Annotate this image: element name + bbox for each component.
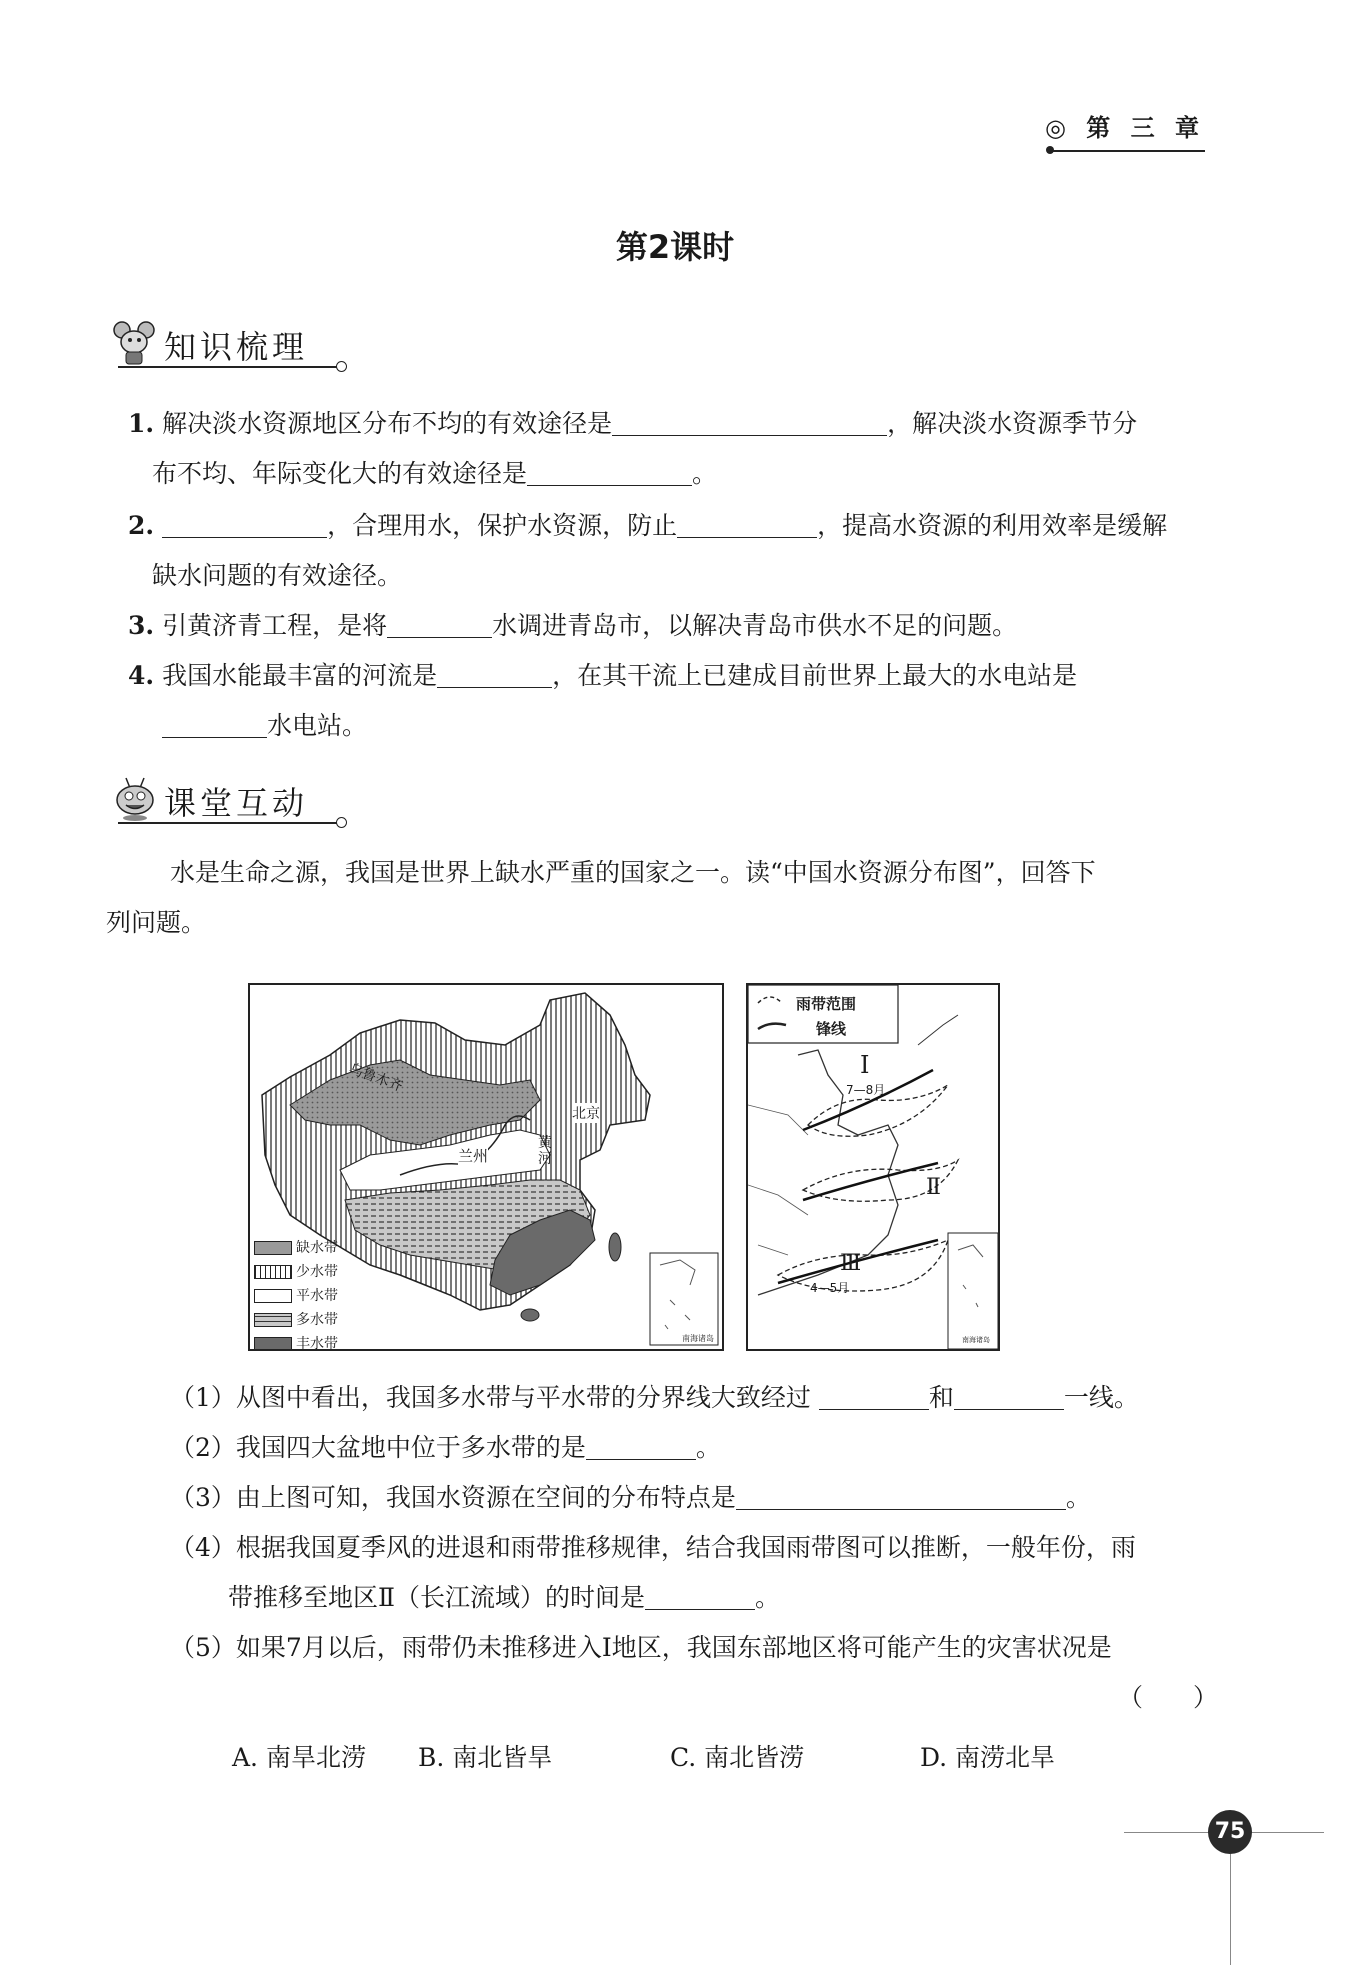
section-knowledge-title: 知识梳理: [164, 328, 309, 366]
section-rule-ring: [336, 817, 347, 828]
bug-mascot-icon: [112, 774, 160, 822]
q-text: 。: [1065, 1483, 1091, 1512]
q-text: 布不均、年际变化大的有效途径是: [152, 459, 528, 488]
answer-blank[interactable]: [586, 1435, 696, 1460]
q-text: 引黄济青工程，是将: [162, 611, 388, 640]
q-text: 如果7月以后，雨带仍未推移进入Ⅰ地区，我国东部地区将可能产生的灾害状况是: [235, 1633, 1112, 1662]
region-label-1: Ⅰ: [860, 1051, 870, 1079]
q-number: 4.: [128, 661, 155, 690]
water-resources-map: [248, 983, 724, 1351]
q-number: 1.: [128, 409, 155, 438]
legend-label: 平水带: [296, 1288, 338, 1304]
inset-label-south-sea: 南海诸岛: [682, 1334, 714, 1343]
section-rule-ring: [336, 361, 347, 372]
option-b[interactable]: B. 南北皆旱: [418, 1743, 553, 1772]
legend-item-deficient: [254, 1237, 338, 1259]
section-classroom-header: [112, 774, 352, 834]
q-label: （1）: [170, 1383, 236, 1412]
city-label-urumqi: 乌鲁木齐: [346, 1060, 405, 1096]
rain-belt-map: [746, 983, 1000, 1351]
answer-blank[interactable]: [954, 1385, 1064, 1410]
answer-blank[interactable]: [612, 411, 887, 436]
q-text: 带推移至地区Ⅱ（长江流域）的时间是: [228, 1583, 645, 1612]
q-text: 和: [928, 1383, 954, 1412]
legend-label: 多水带: [296, 1312, 338, 1328]
legend-swatch: [254, 1289, 292, 1303]
option-c[interactable]: C. 南北皆涝: [670, 1743, 805, 1772]
q-number: 3.: [128, 611, 155, 640]
knowledge-q2-line2: [152, 556, 402, 596]
answer-blank[interactable]: [645, 1585, 755, 1610]
q-text: 我国水能最丰富的河流是: [162, 661, 438, 690]
legend-item-abundant: [254, 1309, 338, 1331]
knowledge-q1-line2: [152, 454, 717, 494]
legend-swatch: [254, 1265, 292, 1279]
q-text: 。: [755, 1583, 781, 1612]
legend-label: 少水带: [296, 1264, 338, 1280]
footer-vertical-rule: [1230, 1854, 1231, 1965]
legend-item-flat: [254, 1285, 338, 1307]
region-label-2: Ⅱ: [926, 1175, 941, 1200]
knowledge-q2-line1: [128, 506, 1167, 546]
q-text: ，在其干流上已建成目前世界上最大的水电站是: [552, 661, 1078, 690]
legend-label: 丰水带: [296, 1336, 338, 1351]
month-label-july-aug: 7—8月: [846, 1083, 886, 1097]
legend-swatch: [254, 1337, 292, 1351]
q-text: 解决淡水资源地区分布不均的有效途径是: [162, 409, 613, 438]
section-rule: [118, 822, 338, 824]
knowledge-q4-line1: [128, 656, 1077, 696]
question-4-line2: [228, 1578, 780, 1618]
knowledge-q4-line2: [162, 706, 367, 746]
answer-blank[interactable]: [437, 663, 552, 688]
answer-blank[interactable]: [162, 713, 267, 738]
question-3: [170, 1478, 1091, 1518]
region-label-3: Ⅲ: [840, 1251, 862, 1276]
answer-blank[interactable]: [677, 513, 817, 538]
rain-belt-map-graphic: [748, 985, 998, 1349]
knowledge-q1-line1: [128, 404, 1137, 444]
legend-item-plentiful: [254, 1333, 338, 1351]
section-rule: [118, 366, 338, 368]
q-text: 水调进青岛市，以解决青岛市供水不足的问题。: [492, 611, 1018, 640]
option-d[interactable]: D. 南涝北旱: [920, 1743, 1056, 1772]
mouse-mascot-icon: [112, 318, 160, 366]
section-knowledge-header: [112, 318, 352, 378]
q-text: 水电站。: [267, 711, 368, 740]
chapter-rule: [1050, 150, 1205, 152]
q-text: ，合理用水，保护水资源，防止: [327, 511, 678, 540]
q-text: 根据我国夏季风的进退和雨带推移规律，结合我国雨带图可以推断，一般年份，雨: [235, 1533, 1136, 1562]
q-label: （2）: [170, 1433, 236, 1462]
legend-item-scarce: [254, 1261, 338, 1283]
section-classroom-title: 课堂互动: [164, 784, 309, 822]
chapter-label: ◎ 第 三 章: [1044, 114, 1205, 142]
option-a[interactable]: A. 南旱北涝: [232, 1743, 366, 1772]
chapter-rule-dot: [1046, 146, 1054, 154]
answer-blank[interactable]: [387, 613, 492, 638]
question-4-line1: [170, 1528, 1136, 1568]
answer-blank[interactable]: [527, 461, 692, 486]
q-text: 我国四大盆地中位于多水带的是: [235, 1433, 586, 1462]
q-text: 从图中看出，我国多水带与平水带的分界线大致经过: [235, 1383, 811, 1412]
legend-swatch: [254, 1241, 292, 1255]
river-label-huanghe: 黄河: [538, 1135, 552, 1167]
intro-line1: 水是生命之源，我国是世界上缺水严重的国家之一。读“中国水资源分布图”，回答下: [170, 858, 1096, 887]
q-label: （4）: [170, 1533, 236, 1562]
q-text: ，提高水资源的利用效率是缓解: [817, 511, 1168, 540]
answer-blank[interactable]: [736, 1485, 1066, 1510]
page-number: 75: [1208, 1810, 1252, 1854]
lesson-title: 第2课时: [615, 228, 735, 266]
q-label: （5）: [170, 1633, 236, 1662]
q-text: 一线。: [1063, 1383, 1139, 1412]
legend-label-front: 锋线: [816, 1020, 847, 1038]
answer-blank[interactable]: [162, 513, 327, 538]
q-text: 缺水问题的有效途径。: [152, 561, 403, 590]
legend-swatch: [254, 1313, 292, 1327]
city-label-lanzhou: 兰州: [458, 1147, 489, 1165]
q-text: 。: [695, 1433, 721, 1462]
legend-label: 缺水带: [296, 1240, 338, 1256]
question-5: [170, 1628, 1112, 1668]
q-text: 由上图可知，我国水资源在空间的分布特点是: [235, 1483, 736, 1512]
q-number: 2.: [128, 511, 155, 540]
city-label-beijing: 北京: [572, 1103, 600, 1123]
knowledge-q3: [128, 606, 1017, 646]
inset-label-south-sea-2: 南海诸岛: [962, 1336, 990, 1344]
answer-paren[interactable]: （ ）: [1118, 1683, 1219, 1712]
answer-blank[interactable]: [819, 1385, 929, 1410]
q-text: 。: [692, 459, 718, 488]
question-2: [170, 1428, 721, 1468]
question-1: [170, 1378, 1139, 1418]
intro-line2: 列问题。: [106, 908, 207, 937]
month-label-apr-may: 4—5月: [810, 1281, 850, 1295]
legend-label-rain-belt: 雨带范围: [796, 995, 857, 1013]
q-label: （3）: [170, 1483, 236, 1512]
q-text: ，解决淡水资源季节分: [887, 409, 1138, 438]
